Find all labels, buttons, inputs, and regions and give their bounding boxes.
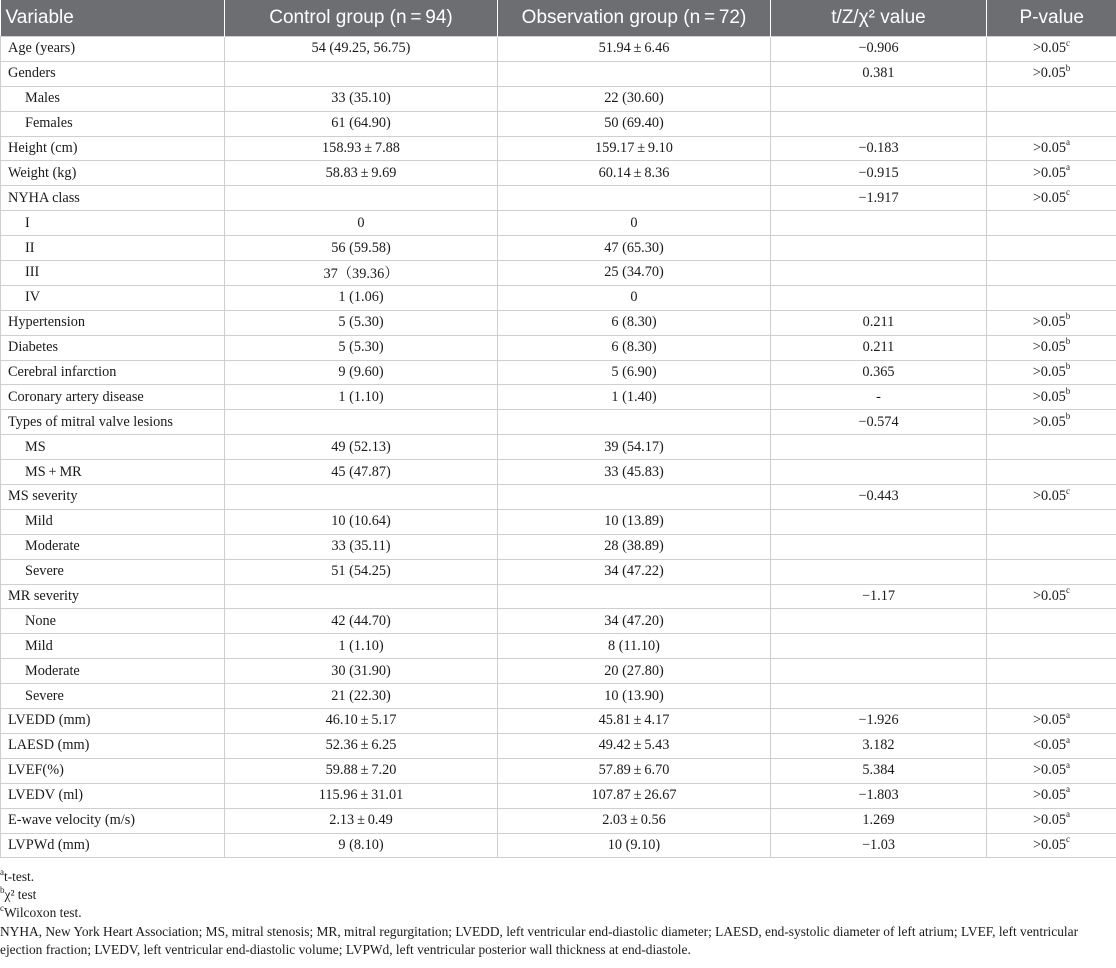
p-value: >0.05$^a$ [987,136,1116,161]
p-value-footnote-mark: b [1065,62,1071,73]
row-label: MS [1,435,225,460]
observation-value [498,186,771,211]
control-value: 5 (5.30) [225,335,498,360]
footnote-c-mark: c [0,902,4,913]
row-label: MR severity [1,584,225,609]
control-value: 1 (1.06) [225,285,498,310]
p-value-footnote-mark: a [1066,162,1071,173]
p-value [987,634,1116,659]
control-value: 2.13 ± 0.49 [225,808,498,833]
row-label: None [1,609,225,634]
observation-value: 1 (1.40) [498,385,771,410]
table-row [1,435,1116,460]
control-value: 21 (22.30) [225,684,498,709]
row-label: II [1,236,225,261]
p-value: >0.05$^a$ [987,161,1116,186]
row-label: Genders [1,61,225,86]
p-value: >0.05$^a$ [987,808,1116,833]
p-value [987,236,1116,261]
table-row [1,609,1116,634]
observation-value: 45.81 ± 4.17 [498,709,771,734]
control-value [225,485,498,510]
stat-value [771,609,987,634]
stat-value [771,509,987,534]
row-label: Moderate [1,659,225,684]
row-label: MS severity [1,485,225,510]
stat-value: 0.211 [771,310,987,335]
row-label: Age (years) [1,37,225,62]
footnote-c-text: Wilcoxon test. [4,905,82,921]
table-row [1,136,1116,161]
p-value [987,609,1116,634]
observation-value: 6 (8.30) [498,335,771,360]
header-stat-value: t/Z/χ² value [771,0,987,37]
p-value [987,211,1116,236]
observation-value: 25 (34.70) [498,261,771,286]
observation-value: 10 (9.10) [498,833,771,858]
control-value: 52.36 ± 6.25 [225,733,498,758]
stat-value: −0.906 [771,37,987,62]
p-value: <0.05$^a$ [987,733,1116,758]
control-value: 46.10 ± 5.17 [225,709,498,734]
p-value: >0.05$^b$ [987,61,1116,86]
table-row [1,709,1116,734]
p-value: >0.05$^b$ [987,410,1116,435]
p-value-footnote-mark: c [1066,485,1071,496]
stat-value: −1.17 [771,584,987,609]
row-label: IV [1,285,225,310]
row-label: E-wave velocity (m/s) [1,808,225,833]
control-value: 10 (10.64) [225,509,498,534]
p-value: >0.05$^b$ [987,310,1116,335]
control-value: 59.88 ± 7.20 [225,758,498,783]
p-value-footnote-mark: a [1066,734,1071,745]
control-value: 49 (52.13) [225,435,498,460]
stat-value: - [771,385,987,410]
footnote-a-text: t-test. [4,869,35,885]
observation-value: 60.14 ± 8.36 [498,161,771,186]
table-row [1,559,1116,584]
control-value: 51 (54.25) [225,559,498,584]
table-row [1,410,1116,435]
table-footnotes [0,858,1116,959]
row-label: III [1,261,225,286]
control-value: 33 (35.10) [225,86,498,111]
p-value-footnote-mark: b [1065,336,1071,347]
stat-value: 0.211 [771,335,987,360]
control-value: 45 (47.87) [225,460,498,485]
control-value: 61 (64.90) [225,111,498,136]
p-value-footnote-mark: a [1066,759,1071,770]
observation-value: 49.42 ± 5.43 [498,733,771,758]
footnote-a [0,868,1116,886]
p-value-footnote-mark: a [1066,809,1071,820]
control-value: 9 (9.60) [225,360,498,385]
observation-value: 10 (13.90) [498,684,771,709]
table-row [1,61,1116,86]
table-body [1,37,1116,858]
p-value [987,86,1116,111]
p-value-footnote-mark: a [1066,137,1071,148]
footnote-c [0,904,1116,922]
p-value-footnote-mark: b [1065,311,1071,322]
table-row [1,360,1116,385]
p-value [987,460,1116,485]
p-value [987,684,1116,709]
row-label: MS + MR [1,460,225,485]
table-row [1,634,1116,659]
footnote-b-text: χ² test [4,887,37,903]
observation-value [498,410,771,435]
observation-value: 8 (11.10) [498,634,771,659]
stat-value: 3.182 [771,733,987,758]
control-value [225,410,498,435]
stat-value: −0.183 [771,136,987,161]
observation-value: 20 (27.80) [498,659,771,684]
p-value-footnote-mark: c [1066,585,1071,596]
footnote-b-mark: b [0,884,5,895]
table-row [1,758,1116,783]
stat-value [771,86,987,111]
table-header [1,0,1116,37]
p-value: >0.05$^a$ [987,758,1116,783]
control-value [225,584,498,609]
stat-value: 5.384 [771,758,987,783]
table-row [1,509,1116,534]
row-label: Weight (kg) [1,161,225,186]
stat-value [771,684,987,709]
row-label: LVEDV (ml) [1,783,225,808]
control-value: 1 (1.10) [225,634,498,659]
row-label: Cerebral infarction [1,360,225,385]
row-label: Types of mitral valve lesions [1,410,225,435]
table-row [1,783,1116,808]
p-value: >0.05$^c$ [987,37,1116,62]
control-value [225,186,498,211]
row-label: Severe [1,684,225,709]
stat-value: −0.915 [771,161,987,186]
stat-value [771,634,987,659]
table-row [1,684,1116,709]
p-value [987,285,1116,310]
observation-value: 2.03 ± 0.56 [498,808,771,833]
stat-value [771,659,987,684]
p-value-footnote-mark: b [1065,411,1071,422]
observation-value: 22 (30.60) [498,86,771,111]
observation-value: 57.89 ± 6.70 [498,758,771,783]
observation-value [498,61,771,86]
footnote-abbreviations: NYHA, New York Heart Association; MS, mitral stenosis; MR, mitral regurgitation; LVEDD, left ventricular end-diastolic diameter; LAESD, end-systolic diameter of left atrium; LVEF, left ventricular ejection fraction; LVEDV, left ventricular end-diastolic volume; LVPWd, left ventricular posterior wall thickness at end-diastole. [0,924,1079,958]
observation-value: 39 (54.17) [498,435,771,460]
stat-value: −1.926 [771,709,987,734]
observation-value: 159.17 ± 9.10 [498,136,771,161]
stat-value: −1.917 [771,186,987,211]
stat-value: 0.381 [771,61,987,86]
table-row [1,161,1116,186]
table-row [1,236,1116,261]
observation-value: 6 (8.30) [498,310,771,335]
stat-value [771,285,987,310]
row-label: Mild [1,509,225,534]
row-label: LVEDD (mm) [1,709,225,734]
p-value [987,559,1116,584]
row-label: Coronary artery disease [1,385,225,410]
table-row [1,833,1116,858]
row-label: LVEF(%) [1,758,225,783]
p-value: >0.05$^b$ [987,385,1116,410]
header-control-group: Control group (n = 94) [225,0,498,37]
observation-value: 5 (6.90) [498,360,771,385]
control-value: 5 (5.30) [225,310,498,335]
p-value-footnote-mark: c [1066,834,1071,845]
table-row [1,385,1116,410]
stat-value: −0.574 [771,410,987,435]
row-label: Moderate [1,534,225,559]
row-label: Height (cm) [1,136,225,161]
p-value: >0.05$^c$ [987,584,1116,609]
header-variable: Variable [1,0,225,37]
control-value: 56 (59.58) [225,236,498,261]
stat-value: −1.03 [771,833,987,858]
row-label: NYHA class [1,186,225,211]
observation-value: 107.87 ± 26.67 [498,783,771,808]
control-value: 58.83 ± 9.69 [225,161,498,186]
p-value: >0.05$^b$ [987,360,1116,385]
row-label: Mild [1,634,225,659]
observation-value: 34 (47.22) [498,559,771,584]
table-row [1,285,1116,310]
table-row [1,111,1116,136]
row-label: Hypertension [1,310,225,335]
control-value: 37（39.36） [225,261,498,286]
table-row [1,460,1116,485]
p-value: >0.05$^a$ [987,783,1116,808]
stat-value [771,534,987,559]
p-value [987,111,1116,136]
p-value-footnote-mark: b [1065,361,1071,372]
row-label: Diabetes [1,335,225,360]
control-value: 0 [225,211,498,236]
observation-value: 51.94 ± 6.46 [498,37,771,62]
stat-value [771,111,987,136]
p-value [987,509,1116,534]
control-value: 9 (8.10) [225,833,498,858]
p-value: >0.05$^a$ [987,709,1116,734]
p-value [987,261,1116,286]
control-value: 30 (31.90) [225,659,498,684]
stat-value [771,236,987,261]
header-p-value: P-value [987,0,1116,37]
stat-value [771,559,987,584]
p-value-footnote-mark: c [1066,187,1071,198]
table-row [1,186,1116,211]
footnote-b [0,886,1116,904]
p-value [987,659,1116,684]
p-value: >0.05$^b$ [987,335,1116,360]
p-value [987,534,1116,559]
observation-value [498,485,771,510]
stat-value: −1.803 [771,783,987,808]
table-row [1,310,1116,335]
table-row [1,211,1116,236]
table-row [1,584,1116,609]
row-label: Males [1,86,225,111]
p-value-footnote-mark: a [1066,784,1071,795]
control-value: 42 (44.70) [225,609,498,634]
stat-value [771,460,987,485]
row-label: I [1,211,225,236]
p-value: >0.05$^c$ [987,186,1116,211]
observation-value: 28 (38.89) [498,534,771,559]
table-row [1,86,1116,111]
stat-value [771,211,987,236]
stat-value: −0.443 [771,485,987,510]
observation-value: 10 (13.89) [498,509,771,534]
table-row [1,808,1116,833]
table-row [1,261,1116,286]
row-label: LAESD (mm) [1,733,225,758]
observation-value: 0 [498,211,771,236]
header-observation-group: Observation group (n = 72) [498,0,771,37]
p-value-footnote-mark: b [1065,386,1071,397]
table-row [1,485,1116,510]
observation-value: 50 (69.40) [498,111,771,136]
observation-value [498,584,771,609]
p-value: >0.05$^c$ [987,833,1116,858]
table-row [1,335,1116,360]
control-value: 1 (1.10) [225,385,498,410]
stat-value: 0.365 [771,360,987,385]
p-value-footnote-mark: a [1066,709,1071,720]
table-row [1,659,1116,684]
row-label: Females [1,111,225,136]
stat-value [771,435,987,460]
control-value: 54 (49.25, 56.75) [225,37,498,62]
p-value: >0.05$^c$ [987,485,1116,510]
table-row [1,37,1116,62]
control-value [225,61,498,86]
control-value: 33 (35.11) [225,534,498,559]
observation-value: 47 (65.30) [498,236,771,261]
control-value: 158.93 ± 7.88 [225,136,498,161]
row-label: LVPWd (mm) [1,833,225,858]
p-value-footnote-mark: c [1066,37,1071,48]
observation-value: 33 (45.83) [498,460,771,485]
stat-value: 1.269 [771,808,987,833]
p-value [987,435,1116,460]
control-value: 115.96 ± 31.01 [225,783,498,808]
footnote-a-mark: a [0,866,4,877]
observation-value: 0 [498,285,771,310]
table-row [1,534,1116,559]
stat-value [771,261,987,286]
row-label: Severe [1,559,225,584]
table-row [1,733,1116,758]
observation-value: 34 (47.20) [498,609,771,634]
